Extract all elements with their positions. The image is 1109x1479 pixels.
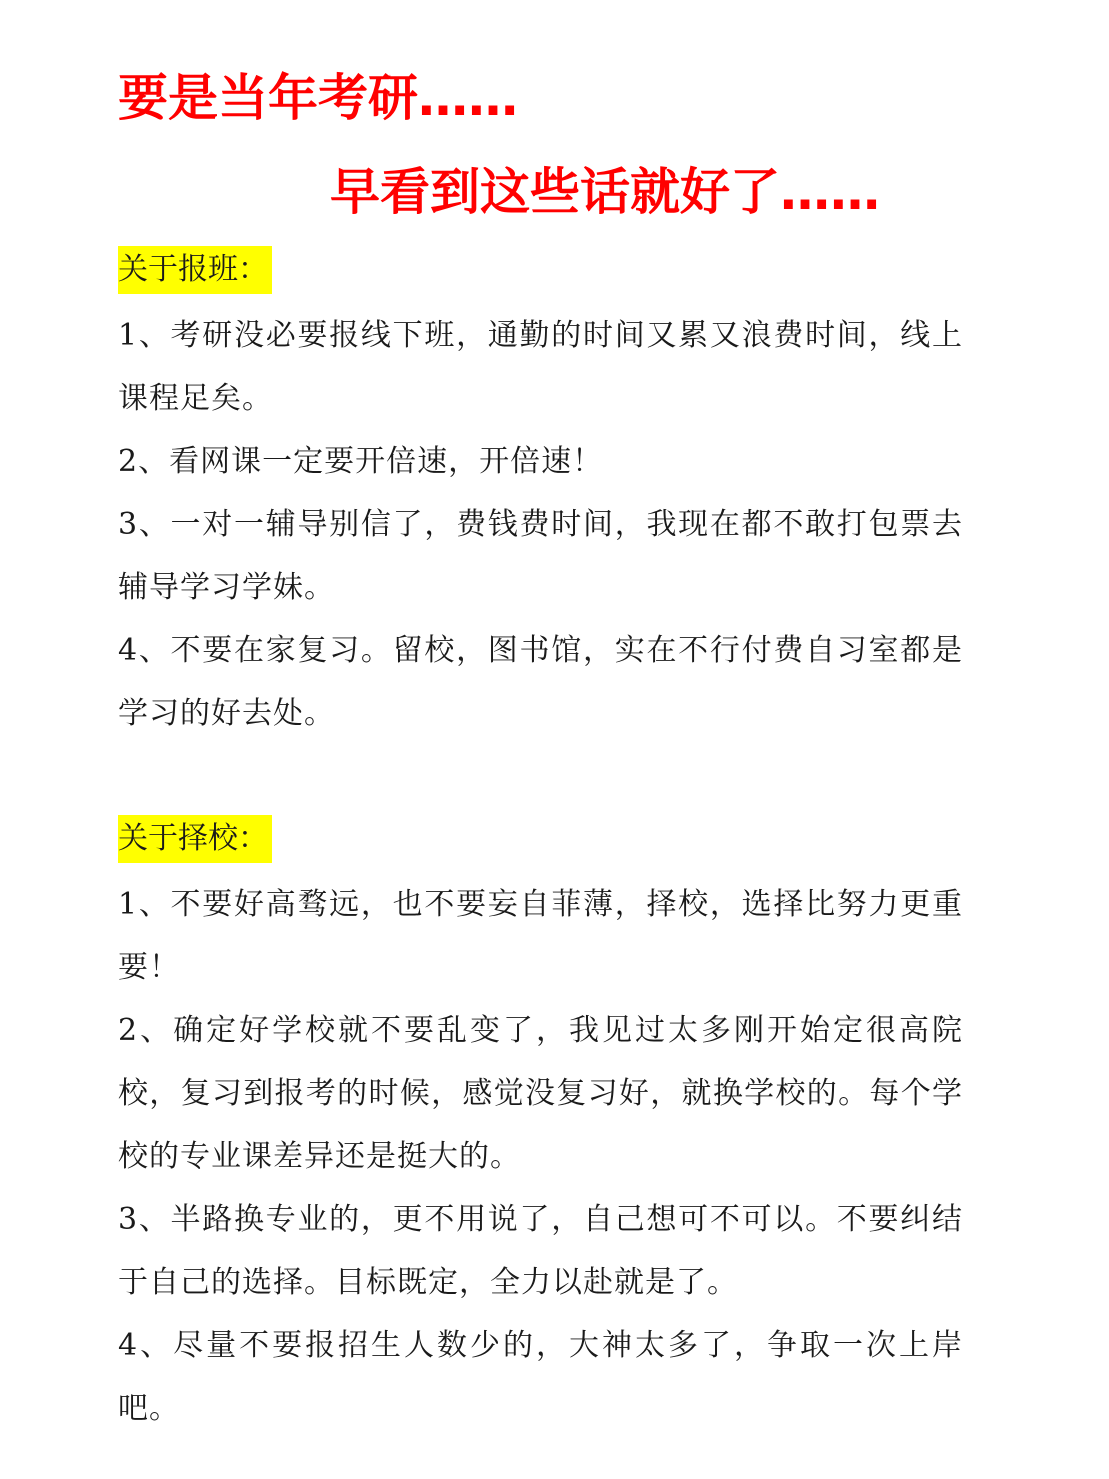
section-class-enrollment — [118, 246, 963, 745]
list-item: 4、尽量不要报招生人数少的，大神太多了，争取一次上岸吧。 — [118, 1328, 963, 1426]
list-item: 3、半路换专业的，更不用说了，自己想可不可以。不要纠结于自己的选择。目标既定，全力以赴就是了。 — [118, 1202, 963, 1300]
title-line-2: 早看到这些话就好了…… — [330, 163, 880, 221]
section-school-choice — [118, 815, 963, 1440]
title-line-1: 要是当年考研…… — [118, 69, 518, 127]
article-body — [118, 246, 963, 1440]
section-heading: 关于择校： — [118, 815, 272, 863]
section-heading: 关于报班： — [118, 246, 272, 294]
list-item: 1、不要好高骛远，也不要妄自菲薄，择校，选择比努力更重要！ — [118, 887, 963, 985]
list-item: 1、考研没必要报线下班，通勤的时间又累又浪费时间，线上课程足矣。 — [118, 318, 963, 416]
list-item: 2、看网课一定要开倍速，开倍速！ — [118, 444, 604, 479]
list-item: 3、一对一辅导别信了，费钱费时间，我现在都不敢打包票去辅导学习学妹。 — [118, 507, 963, 605]
section-spacer — [118, 745, 963, 815]
list-item: 2、确定好学校就不要乱变了，我见过太多刚开始定很高院校，复习到报考的时候，感觉没复习好，就换学校的。每个学校的专业课差异还是挺大的。 — [118, 1013, 963, 1174]
list-item: 4、不要在家复习。留校，图书馆，实在不行付费自习室都是学习的好去处。 — [118, 633, 963, 731]
